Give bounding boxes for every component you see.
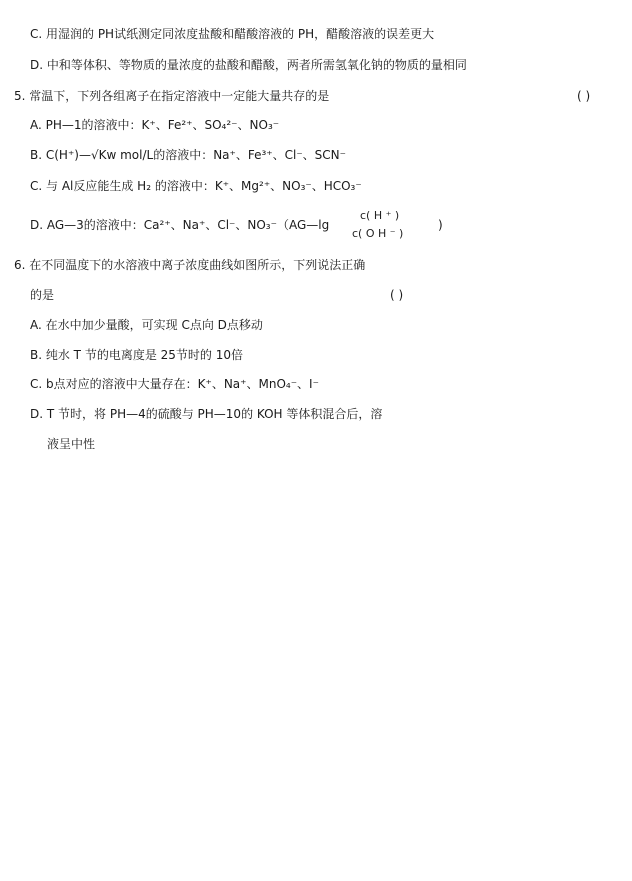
question-5-stem: 5. 常温下，下列各组离子在指定溶液中一定能大量共存的是 bbox=[14, 89, 330, 103]
question-5-answer-paren: ( ) bbox=[577, 89, 591, 103]
question-4-option-d: D. 中和等体积、等物质的量浓度的盐酸和醋酸，两者所需氢氧化钠的物质的量相同 bbox=[30, 58, 467, 72]
question-6-option-c: C. b点对应的溶液中大量存在：K⁺、Na⁺、MnO₄⁻、I⁻ bbox=[30, 377, 319, 391]
question-6-stem-continued: 的是 bbox=[30, 288, 55, 302]
question-6-option-d: D. T 节时，将 PH—4的硫酸与 PH—10的 KOH 等体积混合后，溶 bbox=[30, 407, 383, 421]
question-5-option-d: D. AG—3的溶液中：Ca²⁺、Na⁺、Cl⁻、NO₃⁻（AG—lg bbox=[30, 218, 330, 232]
question-5-option-c: C. 与 Al反应能生成 H₂ 的溶液中：K⁺、Mg²⁺、NO₃⁻、HCO₃⁻ bbox=[30, 179, 362, 193]
question-4-option-c: C. 用湿润的 PH试纸测定同浓度盐酸和醋酸溶液的 PH，醋酸溶液的误差更大 bbox=[30, 27, 435, 41]
question-6-option-b: B. 纯水 T 节的电离度是 25节时的 10倍 bbox=[30, 348, 243, 362]
option-d-fraction-denominator: c( O H ⁻ ) bbox=[352, 227, 404, 240]
question-6-option-a: A. 在水中加少量酸，可实现 C点向 D点移动 bbox=[30, 318, 263, 332]
question-6-option-d-continued: 液呈中性 bbox=[47, 437, 96, 451]
option-d-fraction-numerator: c( H ⁺ ) bbox=[360, 209, 400, 222]
question-5-option-a: A. PH—1的溶液中：K⁺、Fe²⁺、SO₄²⁻、NO₃⁻ bbox=[30, 118, 280, 132]
question-5-option-b: B. C(H⁺)—√Kw mol/L的溶液中：Na⁺、Fe³⁺、Cl⁻、SCN⁻ bbox=[30, 148, 346, 162]
question-6-answer-paren: ( ) bbox=[390, 288, 404, 302]
option-d-close-paren: ) bbox=[438, 218, 443, 232]
question-6-stem: 6. 在不同温度下的水溶液中离子浓度曲线如图所示，下列说法正确 bbox=[14, 258, 366, 272]
